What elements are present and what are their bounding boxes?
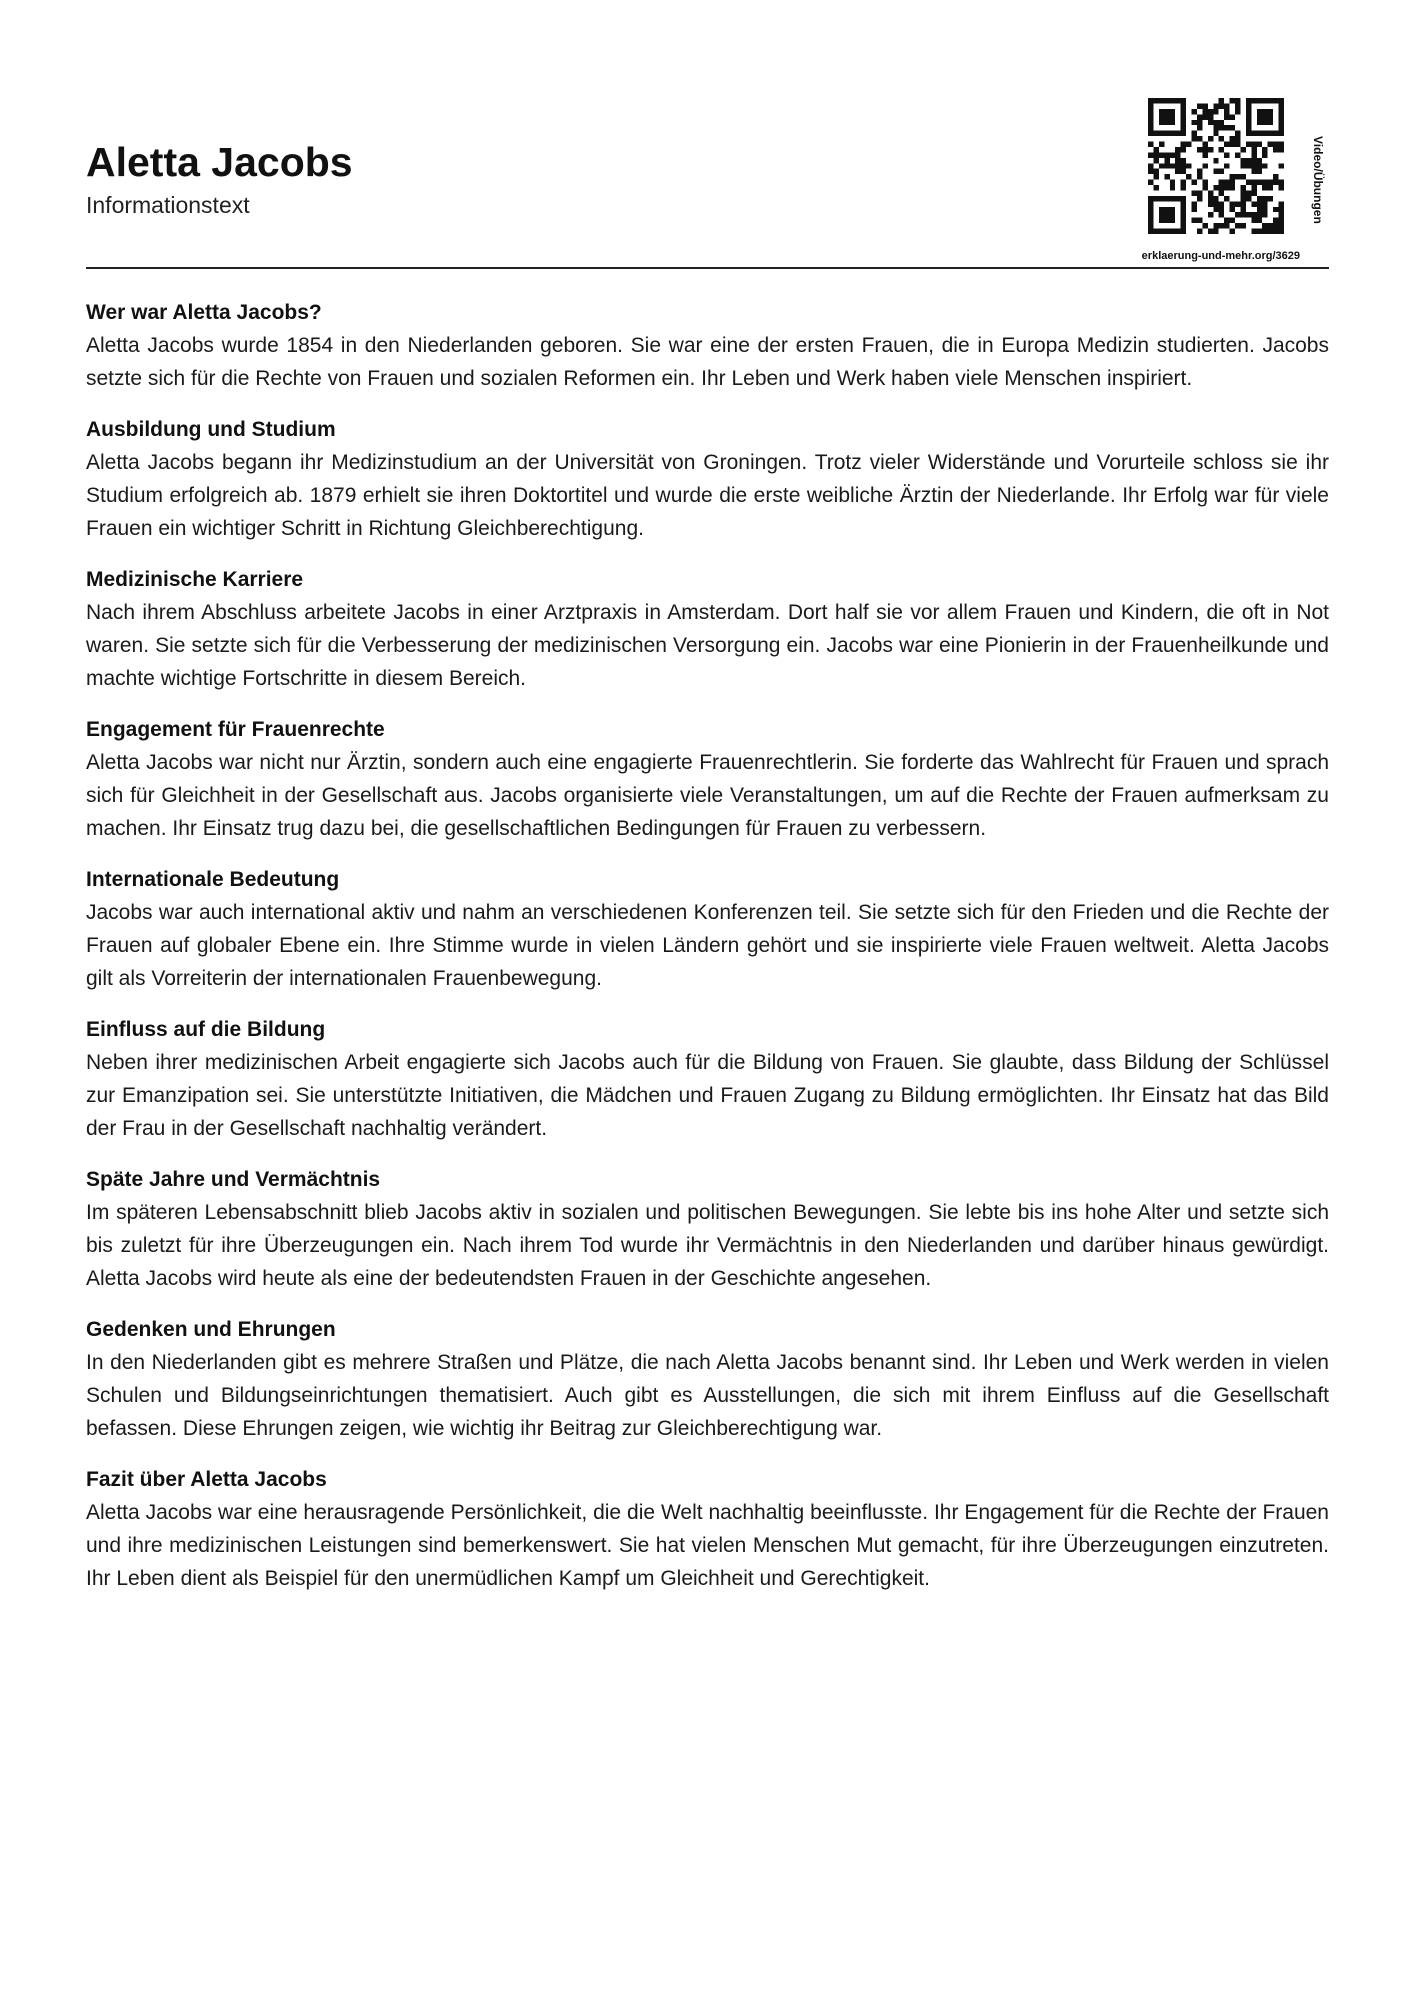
section-heading: Gedenken und Ehrungen (86, 1318, 336, 1341)
page-subtitle: Informationstext (86, 192, 250, 218)
page-title: Aletta Jacobs (86, 139, 353, 185)
section-heading: Wer war Aletta Jacobs? (86, 301, 322, 324)
section-body: Jacobs war auch international aktiv und nahm an verschiedenen Konferenzen teil. Sie setzte sich für den Frieden und die Rechte der Frauen auf globaler Ebene ein. Ihre Stimme wurde in vielen Ländern gehört und sie inspirierte viele Frauen weltweit. Aletta Jacobs gilt als Vorreiterin der internationalen Frauenbewegung. (86, 901, 1329, 990)
section-heading: Engagement für Frauenrechte (86, 718, 385, 741)
section-heading: Späte Jahre und Vermächtnis (86, 1168, 381, 1191)
section-karriere (86, 563, 1329, 695)
qr-code[interactable] (1148, 98, 1284, 234)
section-body: Aletta Jacobs begann ihr Medizinstudium an der Universität von Groningen. Trotz vieler Widerstände und Vorurteile schloss sie ihr Studium erfolgreich ab. 1879 erhielt sie ihren Doktortitel und wurde die erste weibliche Ärztin der Niederlande. Ihr Erfolg war für viele Frauen ein wichtiger Schritt in Richtung Gleichberechtigung. (86, 451, 1329, 540)
section-heading: Medizinische Karriere (86, 568, 304, 591)
section-body: In den Niederlanden gibt es mehrere Straßen und Plätze, die nach Aletta Jacobs benannt sind. Ihr Leben und Werk werden in vielen Schulen und Bildungseinrichtungen thematisiert. Auch gibt es Ausstellungen, die sich mit ihrem Einfluss auf die Gesellschaft befassen. Diese Ehrungen zeigen, wie wichtig ihr Beitrag zur Gleichberechtigung war. (86, 1351, 1329, 1440)
section-heading: Einfluss auf die Bildung (86, 1018, 326, 1041)
section-ehrungen (86, 1313, 1329, 1445)
section-body: Aletta Jacobs war eine herausragende Persönlichkeit, die die Welt nachhaltig beeinflusste. Ihr Engagement für die Rechte der Frauen und ihre medizinischen Leistungen sind bemerkenswert. Sie hat vielen Menschen Mut gemacht, für ihre Überzeugungen einzutreten. Ihr Leben dient als Beispiel für den unermüdlichen Kampf um Gleichheit und Gerechtigkeit. (86, 1501, 1329, 1590)
section-body: Aletta Jacobs wurde 1854 in den Niederlanden geboren. Sie war eine der ersten Frauen, die in Europa Medizin studierten. Jacobs setzte sich für die Rechte von Frauen und sozialen Reformen ein. Ihr Leben und Werk haben viele Menschen inspiriert. (86, 334, 1329, 390)
section-heading: Ausbildung und Studium (86, 418, 336, 441)
section-international (86, 863, 1329, 995)
section-fazit (86, 1463, 1329, 1595)
section-body: Neben ihrer medizinischen Arbeit engagierte sich Jacobs auch für die Bildung von Frauen. Sie glaubte, dass Bildung der Schlüssel zur Emanzipation sei. Sie unterstützte Initiativen, die Mädchen und Frauen Zugang zu Bildung ermöglichten. Ihr Einsatz hat das Bild der Frau in der Gesellschaft nachhaltig verändert. (86, 1051, 1329, 1140)
content (86, 296, 1329, 1613)
section-body: Im späteren Lebensabschnitt blieb Jacobs aktiv in sozialen und politischen Bewegungen. Sie lebte bis ins hohe Alter und setzte sich bis zuletzt für ihre Überzeugungen ein. Nach ihrem Tod wurde ihr Vermächtnis in den Niederlanden und darüber hinaus gewürdigt. Aletta Jacobs wird heute als eine der bedeutendsten Frauen in der Geschichte angesehen. (86, 1201, 1329, 1290)
section-frauenrechte (86, 713, 1329, 845)
qr-url[interactable]: erklaerung-und-mehr.org/3629 (1141, 250, 1300, 262)
header-divider (86, 267, 1329, 269)
qr-side-label: Video/Übungen (1311, 136, 1325, 224)
section-ausbildung (86, 413, 1329, 545)
section-body: Nach ihrem Abschluss arbeitete Jacobs in einer Arztpraxis in Amsterdam. Dort half sie vor allem Frauen und Kindern, die oft in Not waren. Sie setzte sich für die Verbesserung der medizinischen Versorgung ein. Jacobs war eine Pionierin in der Frauenheilkunde und machte wichtige Fortschritte in diesem Bereich. (86, 601, 1329, 690)
section-vermaechtnis (86, 1163, 1329, 1295)
section-body: Aletta Jacobs war nicht nur Ärztin, sondern auch eine engagierte Frauenrechtlerin. Sie forderte das Wahlrecht für Frauen und sprach sich für Gleichheit in der Gesellschaft aus. Jacobs organisierte viele Veranstaltungen, um auf die Rechte der Frauen aufmerksam zu machen. Ihr Einsatz trug dazu bei, die gesellschaftlichen Bedingungen für Frauen zu verbessern. (86, 751, 1329, 840)
section-heading: Fazit über Aletta Jacobs (86, 1468, 327, 1491)
section-heading: Internationale Bedeutung (86, 868, 340, 891)
section-bildung (86, 1013, 1329, 1145)
section-wer-war (86, 296, 1329, 395)
